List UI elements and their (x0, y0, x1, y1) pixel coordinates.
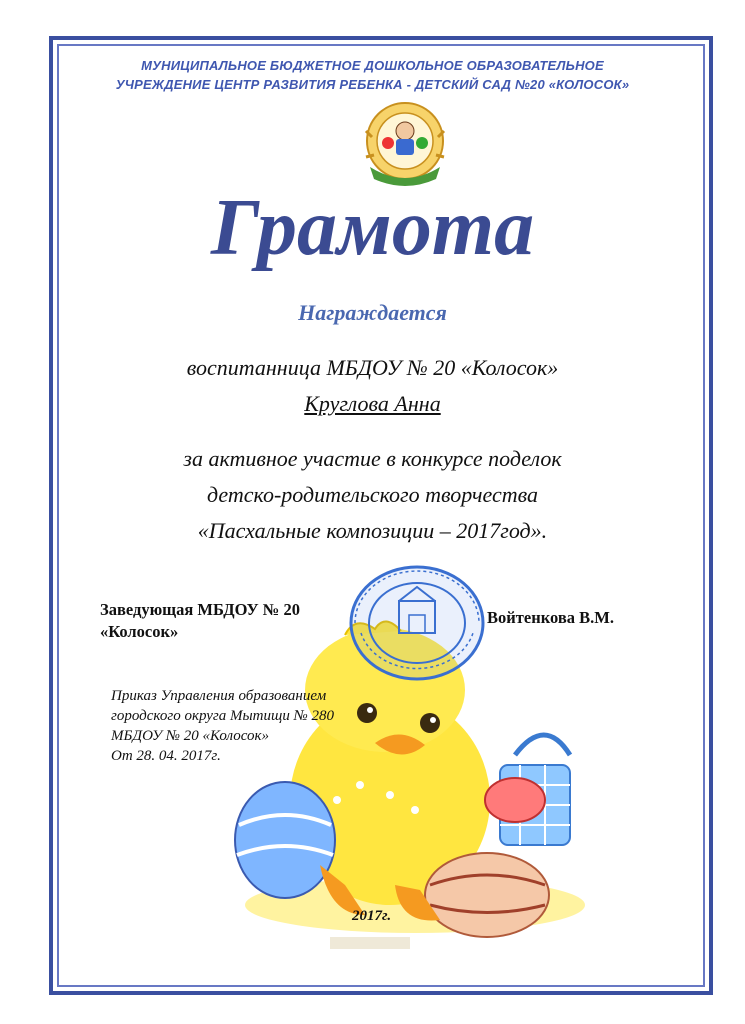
certificate-year: 2017г. (352, 908, 392, 924)
certificate-title: Грамота (210, 184, 535, 272)
reason-line-2: детско-родительского творчества (206, 482, 539, 507)
order-reference (111, 686, 334, 766)
header-line-1: МУНИЦИПАЛЬНОЕ БЮДЖЕТНОЕ ДОШКОЛЬНОЕ ОБРАЗОВАТЕЛЬНОЕ (141, 58, 604, 73)
reason-line-3: «Пасхальные композиции – 2017год». (197, 518, 548, 543)
order-line-3: МБДОУ № 20 «Колосок» (111, 728, 270, 744)
order-line-4: От 28. 04. 2017г. (111, 748, 221, 764)
director-position (100, 599, 300, 643)
recipient-role: воспитанница МБДОУ № 20 «Колосок» (186, 355, 559, 380)
recipient-name-row (0, 391, 745, 417)
director-position-line-1: Заведующая МБДОУ № 20 (100, 600, 300, 619)
reason-line-1: за активное участие в конкурсе поделок (183, 446, 562, 471)
awarded-label: Награждается (298, 300, 447, 325)
recipient-name: Круглова Анна (304, 391, 441, 416)
kindergarten-emblem-icon (358, 97, 452, 189)
order-line-1: Приказ Управления образованием (111, 688, 327, 704)
illustration-credit-strip (330, 937, 410, 949)
institution-header (60, 56, 685, 94)
director-position-line-2: «Колосок» (100, 622, 179, 641)
header-line-2: УЧРЕЖДЕНИЕ ЦЕНТР РАЗВИТИЯ РЕБЕНКА - ДЕТСКИЙ САД №20 «КОЛОСОК» (115, 77, 630, 92)
director-signer-name: Войтенкова В.М. (487, 608, 614, 627)
official-stamp-icon (347, 563, 487, 683)
order-line-2: городского округа Мытищи № 280 (111, 708, 334, 724)
